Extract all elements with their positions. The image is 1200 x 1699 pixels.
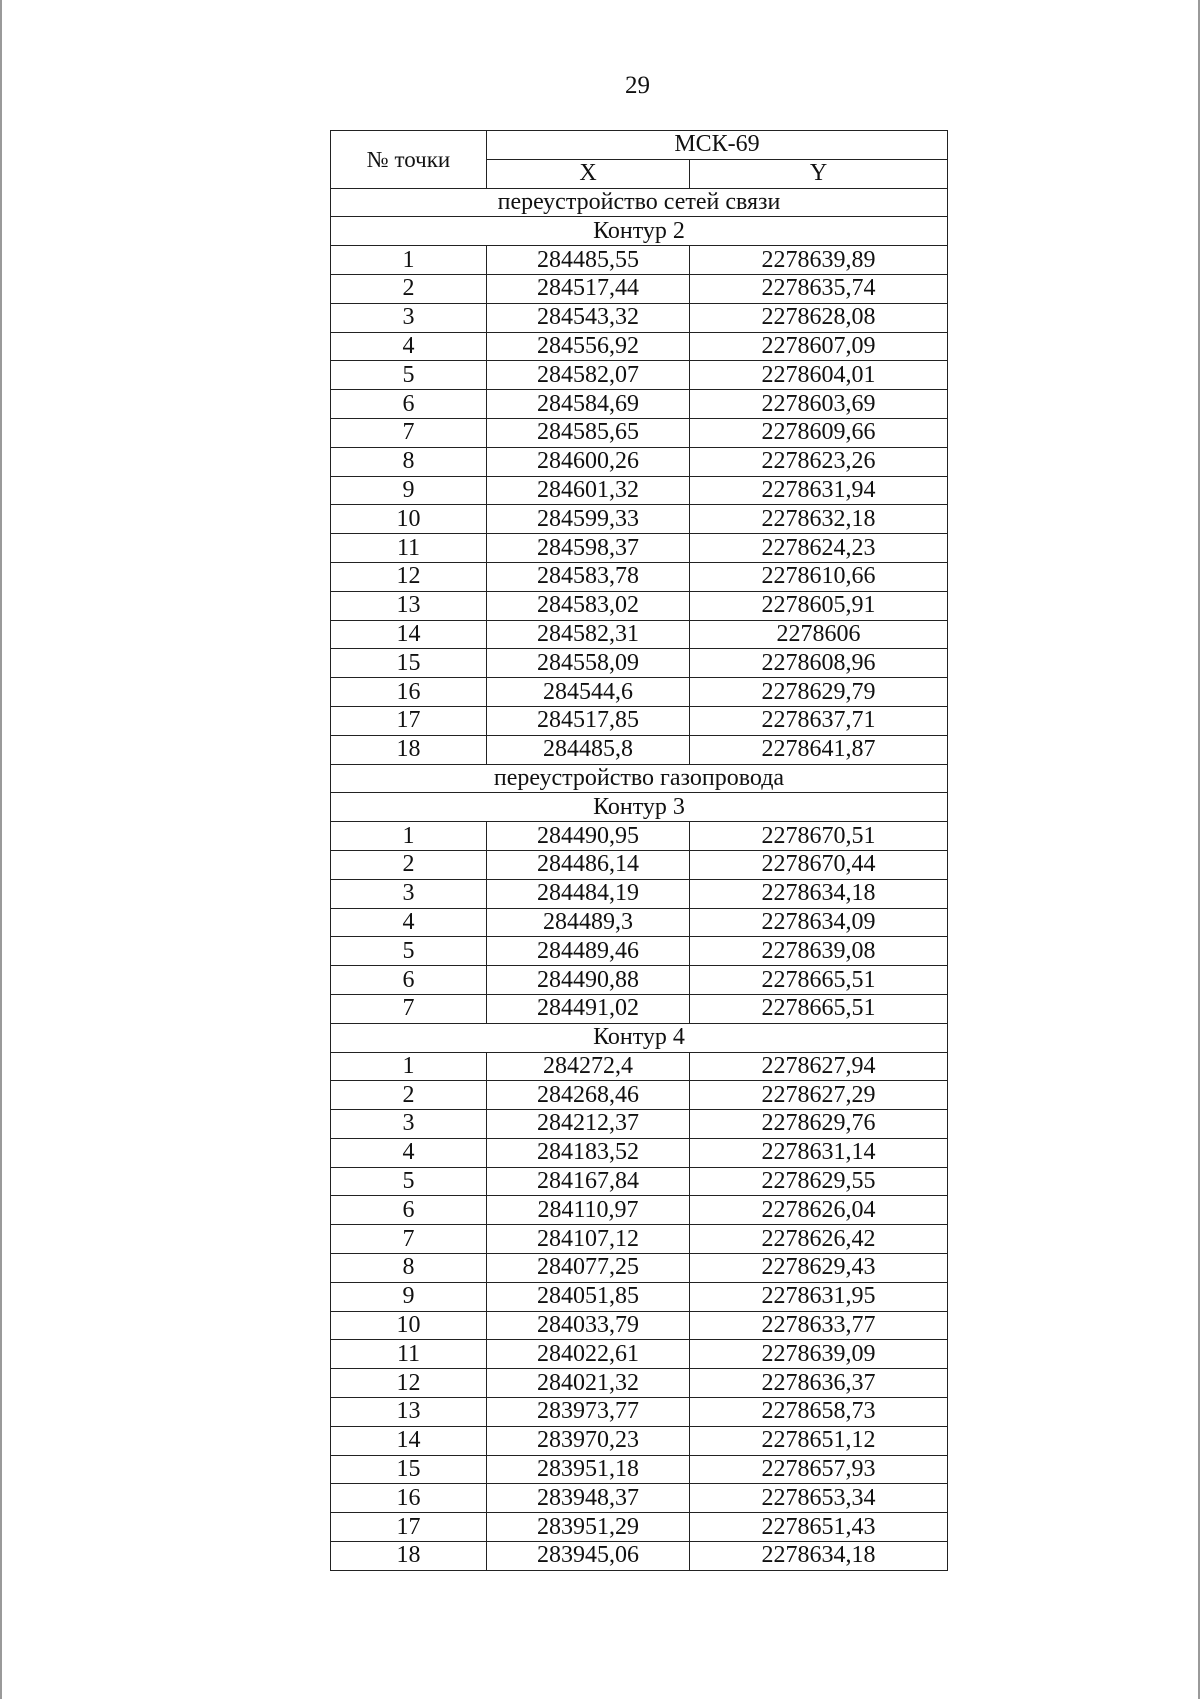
table-row xyxy=(331,505,948,534)
point-number-cell: 2 xyxy=(331,850,487,879)
point-number-cell: 17 xyxy=(331,706,487,735)
point-number-cell: 11 xyxy=(331,534,487,563)
y-coordinate-cell: 2278641,87 xyxy=(690,735,948,764)
y-coordinate-cell: 2278629,76 xyxy=(690,1110,948,1139)
point-number-cell: 17 xyxy=(331,1513,487,1542)
point-number-cell: 18 xyxy=(331,1542,487,1571)
section-row xyxy=(331,793,948,822)
x-coordinate-cell: 284485,8 xyxy=(487,735,690,764)
point-number-cell: 16 xyxy=(331,1484,487,1513)
y-coordinate-cell: 2278665,51 xyxy=(690,966,948,995)
y-coordinate-cell: 2278639,08 xyxy=(690,937,948,966)
point-number-cell: 15 xyxy=(331,1455,487,1484)
point-number-cell: 7 xyxy=(331,994,487,1023)
coordinates-table xyxy=(330,130,948,1571)
point-number-cell: 11 xyxy=(331,1340,487,1369)
x-coordinate-cell: 284107,12 xyxy=(487,1225,690,1254)
table-row xyxy=(331,1254,948,1283)
point-number-cell: 1 xyxy=(331,246,487,275)
point-number-cell: 3 xyxy=(331,1110,487,1139)
x-coordinate-cell: 284490,88 xyxy=(487,966,690,995)
y-coordinate-cell: 2278653,34 xyxy=(690,1484,948,1513)
point-number-cell: 2 xyxy=(331,1081,487,1110)
table-row xyxy=(331,246,948,275)
x-coordinate-cell: 284183,52 xyxy=(487,1138,690,1167)
header-row-top xyxy=(331,131,948,160)
table-body xyxy=(331,188,948,1570)
table-row xyxy=(331,418,948,447)
table-row xyxy=(331,534,948,563)
point-number-cell: 12 xyxy=(331,562,487,591)
point-number-cell: 13 xyxy=(331,1398,487,1427)
point-number-cell: 9 xyxy=(331,476,487,505)
x-coordinate-cell: 284517,85 xyxy=(487,706,690,735)
section-title: Контур 2 xyxy=(331,217,948,246)
x-coordinate-cell: 284272,4 xyxy=(487,1052,690,1081)
table-row xyxy=(331,1455,948,1484)
point-number-cell: 6 xyxy=(331,966,487,995)
y-coordinate-cell: 2278605,91 xyxy=(690,591,948,620)
x-coordinate-cell: 284490,95 xyxy=(487,822,690,851)
table-row xyxy=(331,1311,948,1340)
y-coordinate-cell: 2278606 xyxy=(690,620,948,649)
page-number: 29 xyxy=(625,72,650,99)
x-coordinate-cell: 284022,61 xyxy=(487,1340,690,1369)
table-row xyxy=(331,303,948,332)
section-title: Контур 3 xyxy=(331,793,948,822)
point-number-cell: 18 xyxy=(331,735,487,764)
table-row xyxy=(331,908,948,937)
x-coordinate-cell: 284491,02 xyxy=(487,994,690,1023)
table-row xyxy=(331,735,948,764)
x-coordinate-cell: 284582,31 xyxy=(487,620,690,649)
point-number-cell: 7 xyxy=(331,1225,487,1254)
y-coordinate-cell: 2278637,71 xyxy=(690,706,948,735)
point-number-cell: 1 xyxy=(331,1052,487,1081)
y-coordinate-cell: 2278670,51 xyxy=(690,822,948,851)
section-title: переустройство сетей связи xyxy=(331,188,948,217)
x-coordinate-cell: 283973,77 xyxy=(487,1398,690,1427)
table-row xyxy=(331,678,948,707)
y-coordinate-cell: 2278634,09 xyxy=(690,908,948,937)
table-row xyxy=(331,1196,948,1225)
x-coordinate-cell: 284489,46 xyxy=(487,937,690,966)
point-number-cell: 3 xyxy=(331,303,487,332)
y-coordinate-cell: 2278670,44 xyxy=(690,850,948,879)
point-number-cell: 9 xyxy=(331,1282,487,1311)
y-coordinate-cell: 2278631,14 xyxy=(690,1138,948,1167)
table-row xyxy=(331,1138,948,1167)
table-row xyxy=(331,476,948,505)
point-number-cell: 2 xyxy=(331,274,487,303)
table-row xyxy=(331,1513,948,1542)
table-row xyxy=(331,390,948,419)
x-coordinate-cell: 284583,02 xyxy=(487,591,690,620)
x-coordinate-cell: 284543,32 xyxy=(487,303,690,332)
y-coordinate-cell: 2278627,29 xyxy=(690,1081,948,1110)
x-coordinate-cell: 284268,46 xyxy=(487,1081,690,1110)
table-row xyxy=(331,1369,948,1398)
table-row xyxy=(331,879,948,908)
x-coordinate-cell: 283951,18 xyxy=(487,1455,690,1484)
x-coordinate-cell: 284584,69 xyxy=(487,390,690,419)
x-coordinate-cell: 284489,3 xyxy=(487,908,690,937)
y-coordinate-cell: 2278603,69 xyxy=(690,390,948,419)
table-row xyxy=(331,332,948,361)
y-coordinate-cell: 2278609,66 xyxy=(690,418,948,447)
table-row xyxy=(331,620,948,649)
table-row xyxy=(331,706,948,735)
section-title: переустройство газопровода xyxy=(331,764,948,793)
y-coordinate-cell: 2278628,08 xyxy=(690,303,948,332)
section-row xyxy=(331,217,948,246)
header-coordinate-system: МСК-69 xyxy=(487,131,948,160)
y-coordinate-cell: 2278636,37 xyxy=(690,1369,948,1398)
point-number-cell: 4 xyxy=(331,908,487,937)
x-coordinate-cell: 284558,09 xyxy=(487,649,690,678)
header-x: X xyxy=(487,159,690,188)
point-number-cell: 5 xyxy=(331,937,487,966)
y-coordinate-cell: 2278629,43 xyxy=(690,1254,948,1283)
x-coordinate-cell: 284033,79 xyxy=(487,1311,690,1340)
table-row xyxy=(331,1282,948,1311)
x-coordinate-cell: 284556,92 xyxy=(487,332,690,361)
point-number-cell: 14 xyxy=(331,1426,487,1455)
table-row xyxy=(331,274,948,303)
x-coordinate-cell: 284212,37 xyxy=(487,1110,690,1139)
x-coordinate-cell: 284110,97 xyxy=(487,1196,690,1225)
x-coordinate-cell: 284021,32 xyxy=(487,1369,690,1398)
x-coordinate-cell: 284077,25 xyxy=(487,1254,690,1283)
table-row xyxy=(331,1340,948,1369)
page-edge-left xyxy=(0,0,2,1699)
table-header xyxy=(331,131,948,189)
y-coordinate-cell: 2278651,12 xyxy=(690,1426,948,1455)
point-number-cell: 14 xyxy=(331,620,487,649)
x-coordinate-cell: 283948,37 xyxy=(487,1484,690,1513)
y-coordinate-cell: 2278632,18 xyxy=(690,505,948,534)
y-coordinate-cell: 2278631,94 xyxy=(690,476,948,505)
y-coordinate-cell: 2278607,09 xyxy=(690,332,948,361)
x-coordinate-cell: 284484,19 xyxy=(487,879,690,908)
y-coordinate-cell: 2278631,95 xyxy=(690,1282,948,1311)
y-coordinate-cell: 2278629,55 xyxy=(690,1167,948,1196)
x-coordinate-cell: 283970,23 xyxy=(487,1426,690,1455)
x-coordinate-cell: 284583,78 xyxy=(487,562,690,591)
point-number-cell: 6 xyxy=(331,390,487,419)
table-row xyxy=(331,649,948,678)
x-coordinate-cell: 284051,85 xyxy=(487,1282,690,1311)
x-coordinate-cell: 284585,65 xyxy=(487,418,690,447)
y-coordinate-cell: 2278665,51 xyxy=(690,994,948,1023)
y-coordinate-cell: 2278635,74 xyxy=(690,274,948,303)
y-coordinate-cell: 2278651,43 xyxy=(690,1513,948,1542)
table-row xyxy=(331,1110,948,1139)
x-coordinate-cell: 284598,37 xyxy=(487,534,690,563)
x-coordinate-cell: 284601,32 xyxy=(487,476,690,505)
point-number-cell: 8 xyxy=(331,1254,487,1283)
table-row xyxy=(331,591,948,620)
table-row xyxy=(331,1542,948,1571)
table-row xyxy=(331,1167,948,1196)
section-row xyxy=(331,188,948,217)
y-coordinate-cell: 2278627,94 xyxy=(690,1052,948,1081)
y-coordinate-cell: 2278634,18 xyxy=(690,1542,948,1571)
point-number-cell: 3 xyxy=(331,879,487,908)
table-row xyxy=(331,562,948,591)
x-coordinate-cell: 284517,44 xyxy=(487,274,690,303)
table-row xyxy=(331,850,948,879)
header-y: Y xyxy=(690,159,948,188)
point-number-cell: 4 xyxy=(331,332,487,361)
y-coordinate-cell: 2278623,26 xyxy=(690,447,948,476)
y-coordinate-cell: 2278626,42 xyxy=(690,1225,948,1254)
x-coordinate-cell: 283945,06 xyxy=(487,1542,690,1571)
x-coordinate-cell: 284600,26 xyxy=(487,447,690,476)
point-number-cell: 8 xyxy=(331,447,487,476)
point-number-cell: 13 xyxy=(331,591,487,620)
x-coordinate-cell: 284599,33 xyxy=(487,505,690,534)
y-coordinate-cell: 2278657,93 xyxy=(690,1455,948,1484)
section-row xyxy=(331,1023,948,1052)
y-coordinate-cell: 2278639,09 xyxy=(690,1340,948,1369)
y-coordinate-cell: 2278626,04 xyxy=(690,1196,948,1225)
table-row xyxy=(331,1426,948,1455)
x-coordinate-cell: 283951,29 xyxy=(487,1513,690,1542)
y-coordinate-cell: 2278633,77 xyxy=(690,1311,948,1340)
x-coordinate-cell: 284544,6 xyxy=(487,678,690,707)
table-row xyxy=(331,1081,948,1110)
point-number-cell: 15 xyxy=(331,649,487,678)
y-coordinate-cell: 2278658,73 xyxy=(690,1398,948,1427)
point-number-cell: 5 xyxy=(331,361,487,390)
x-coordinate-cell: 284582,07 xyxy=(487,361,690,390)
table-row xyxy=(331,822,948,851)
y-coordinate-cell: 2278604,01 xyxy=(690,361,948,390)
point-number-cell: 16 xyxy=(331,678,487,707)
table-row xyxy=(331,937,948,966)
y-coordinate-cell: 2278608,96 xyxy=(690,649,948,678)
x-coordinate-cell: 284167,84 xyxy=(487,1167,690,1196)
section-title: Контур 4 xyxy=(331,1023,948,1052)
point-number-cell: 12 xyxy=(331,1369,487,1398)
point-number-cell: 4 xyxy=(331,1138,487,1167)
table-row xyxy=(331,994,948,1023)
x-coordinate-cell: 284485,55 xyxy=(487,246,690,275)
table-row xyxy=(331,447,948,476)
table-row xyxy=(331,1052,948,1081)
section-row xyxy=(331,764,948,793)
table-row xyxy=(331,361,948,390)
point-number-cell: 6 xyxy=(331,1196,487,1225)
table-row xyxy=(331,1398,948,1427)
point-number-cell: 7 xyxy=(331,418,487,447)
table-row xyxy=(331,1484,948,1513)
point-number-cell: 10 xyxy=(331,1311,487,1340)
header-point-number: № точки xyxy=(331,131,487,189)
table-row xyxy=(331,966,948,995)
x-coordinate-cell: 284486,14 xyxy=(487,850,690,879)
y-coordinate-cell: 2278639,89 xyxy=(690,246,948,275)
point-number-cell: 10 xyxy=(331,505,487,534)
point-number-cell: 5 xyxy=(331,1167,487,1196)
y-coordinate-cell: 2278629,79 xyxy=(690,678,948,707)
y-coordinate-cell: 2278610,66 xyxy=(690,562,948,591)
y-coordinate-cell: 2278634,18 xyxy=(690,879,948,908)
y-coordinate-cell: 2278624,23 xyxy=(690,534,948,563)
point-number-cell: 1 xyxy=(331,822,487,851)
table-row xyxy=(331,1225,948,1254)
